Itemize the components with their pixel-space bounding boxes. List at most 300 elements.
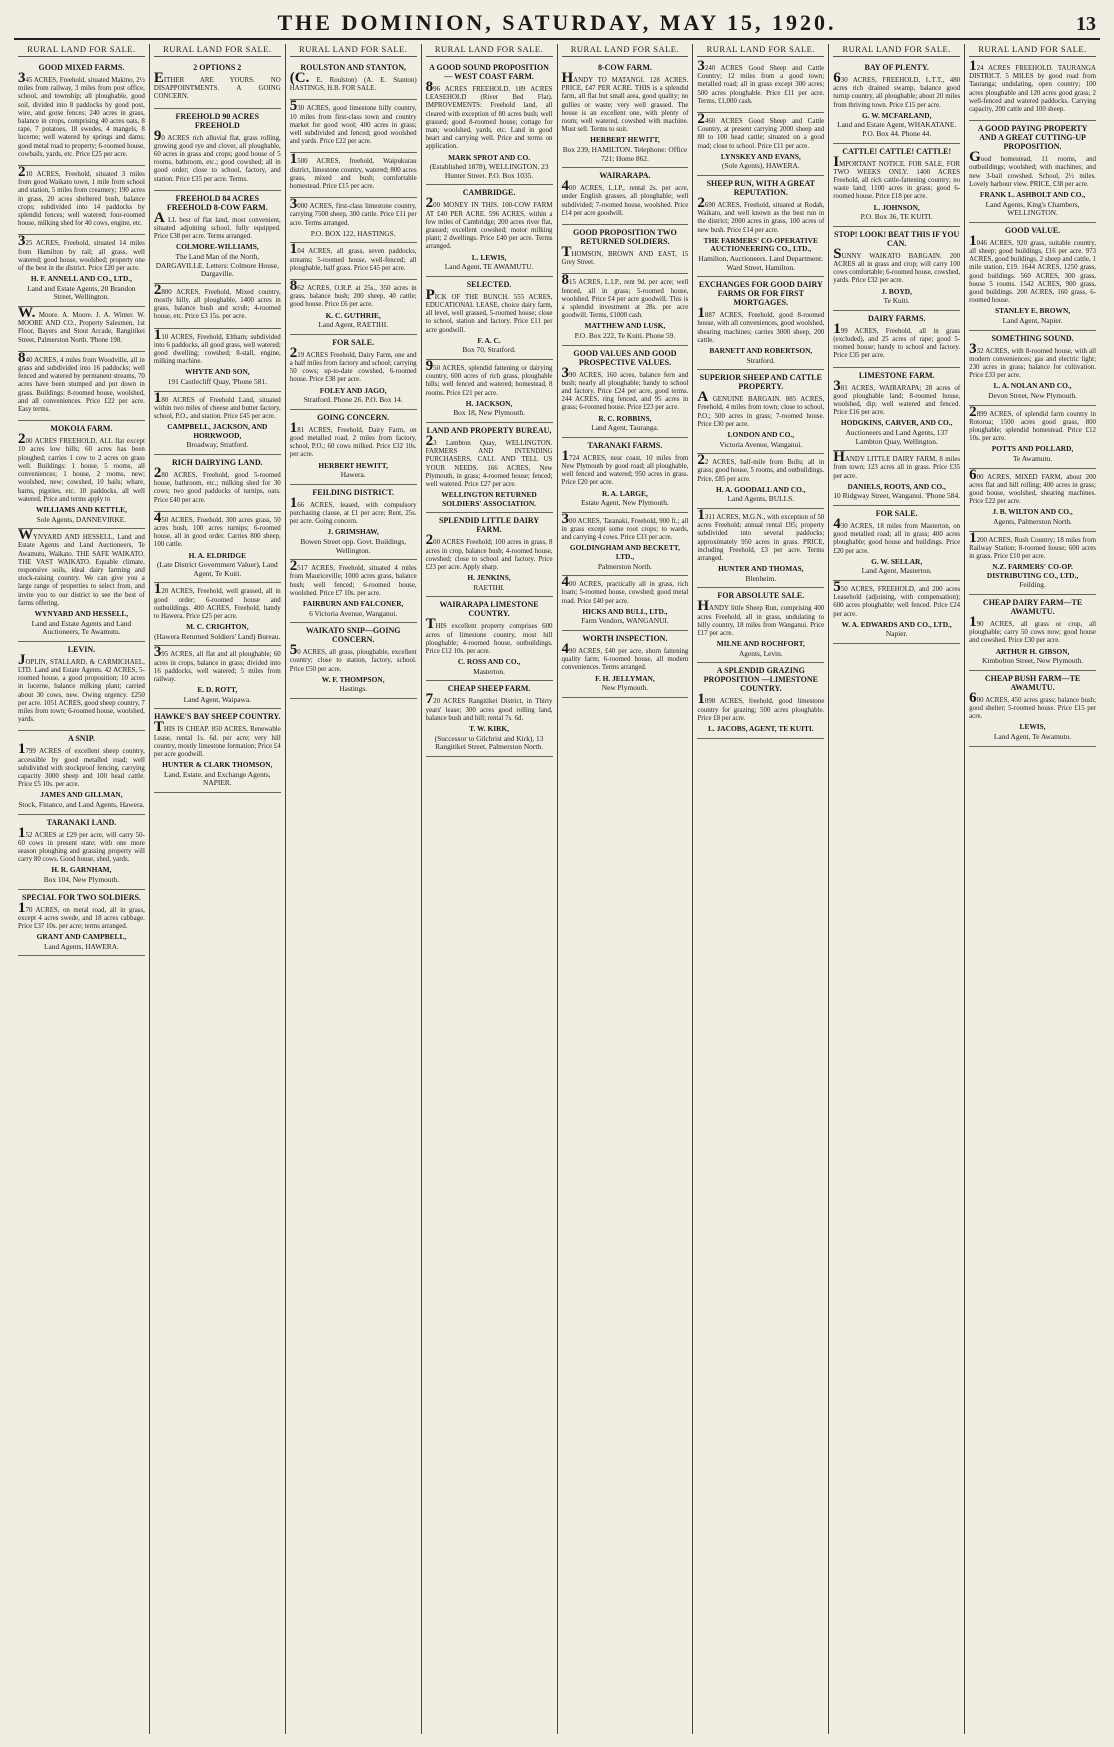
ad-agent: JAMES AND GILLMAN, <box>40 790 123 800</box>
classified-ad <box>18 815 145 890</box>
ad-body: THOMSON, BROWN AND EAST, 15 Grey Street. <box>561 244 689 267</box>
ad-title: RICH DAIRYING LAND. <box>172 458 263 468</box>
ad-agent: R. A. LARGE, <box>602 488 648 498</box>
ad-agent: K. C. GUTHRIE, <box>325 310 381 320</box>
classified-ad <box>18 890 145 957</box>
ad-title: WAIKATO SNIP—GOING CONCERN. <box>305 626 401 645</box>
classified-ad <box>18 235 145 307</box>
ad-body: 2690 ACRES, Freehold, situated at Rodah, Waikato, and well known as the best run in the district; 2000 acres in grass, 100 acres of new bush. Price £14 per acre. <box>697 195 825 234</box>
classified-ad <box>18 421 145 529</box>
ad-agent: L. A. NOLAN AND CO., <box>993 381 1072 391</box>
ad-body: 390 ACRES, 160 acres, balance fern and bush; nearly all ploughable; handy to school and factory. Price £24 per acre, good terms. 244 ACRES, ring fenced, and 95 acres in grass; 6-roomed house. Price £23 per acre. <box>561 364 689 412</box>
ad-title: 8-COW FARM. <box>597 63 652 72</box>
ad-agent: F. H. JELLYMAN, <box>595 673 655 683</box>
ad-agent: HUNTER & CLARK THOMSON, <box>162 760 273 770</box>
ad-body: PICK OF THE BUNCH. 555 ACRES, EDUCATIONAL LEASE, choice dairy farm, all level, well grassed, 5-roomed house; close to school, station and factory. Price £11 per acre goodwill. <box>425 286 553 334</box>
ad-address: Stratford. <box>746 355 775 365</box>
classified-ad <box>833 311 960 368</box>
ad-address: Land Agent, Waipawa. <box>183 694 252 704</box>
classified-ad <box>154 60 281 109</box>
ad-body: 210 ACRES, Freehold, situated 3 miles from good Waikato town, 1 mile from school and station, 5 miles from creamery; 190 acres in grass, 20 acres sheltered bush, balance crops; subdivided into 14 paddocks by splendid fences; well watered; four-roomed house, milking shed for 40 cows, engine, etc. <box>18 164 145 228</box>
ad-body: 50 ACRES, all grass, ploughable, excellent country; close to station, factory, school. Price £50 per acre. <box>289 642 417 673</box>
classified-ad <box>562 346 689 438</box>
ad-agent: N.Z. FARMERS' CO-OP. DISTRIBUTING CO., LTD., <box>986 562 1079 580</box>
ad-title: SHEEP RUN, WITH A GREAT REPUTATION. <box>706 179 816 198</box>
ad-agent: HODGKINS, CARVER, AND CO., <box>840 418 953 428</box>
ad-body: 110 ACRES, Freehold, Eltham; subdivided into 6 paddocks, all good grass, well watered; good dwelling; cowshed; 8-stall, engine, milking machine. <box>153 326 281 366</box>
column-header: RURAL LAND FOR SALE. <box>833 44 960 57</box>
ad-body: 3240 ACRES Good Sheep and Cattle Country; 12 miles from a good town; metalled road; all in grass except 300 acres; 500 acres ploughable. Price £11 per acre. Terms, £1,000 cash. <box>697 58 825 105</box>
ad-title: A SNIP. <box>68 734 95 744</box>
ad-body: 2460 ACRES Good Sheep and Cattle Country, at present carrying 2000 sheep and 80 to 100 head cattle; situated on a good road; close to school. Price £11 per acre. <box>697 111 825 150</box>
classified-ad <box>290 335 417 410</box>
ad-title: SPLENDID LITTLE DAIRY FARM. <box>438 516 540 535</box>
classified-ad <box>18 307 145 352</box>
ad-address: Te Awamutu. <box>1013 454 1053 464</box>
ad-title: SPECIAL FOR TWO SOLDIERS. <box>21 892 141 902</box>
ad-title: WAIRARAPA. <box>599 171 651 181</box>
classified-ad <box>153 389 281 455</box>
ad-address: 6 Victoria Avenue, Wanganui. <box>309 608 398 618</box>
ad-body: 152 ACRES at £29 per acre, will carry 50-60 cows in present state; with one more season ploughing and grassing property will carry 80 cows. Good house, shed, yards. <box>18 824 145 864</box>
ad-address: Land Agent, Masterton. <box>861 566 932 576</box>
ad-address: Auctioneers and Land Agents, 137 Lambton Quay, Wellington. <box>845 428 948 446</box>
ad-title: GOING CONCERN. <box>317 412 390 422</box>
ad-body: 1200 ACRES, Rush Country; 18 miles from Railway Station; 8-roomed house; 600 acres in grass. Price £10 per acre. <box>969 529 1096 561</box>
ad-agent: H. JENKINS, <box>467 573 511 583</box>
ad-address: Sole Agents, DANNEVIRKE. <box>36 514 127 524</box>
ad-agent: LYNSKEY AND EVANS, <box>720 151 801 161</box>
column-header: RURAL LAND FOR SALE. <box>18 44 145 57</box>
classified-ad <box>561 510 689 576</box>
ad-body: 199 ACRES, Freehold, all in grass (excluded), and 25 acres of rape; good 5-roomed house; handy to school and factory. Price £35 per acre. <box>833 320 961 360</box>
classified-ad <box>154 583 281 646</box>
classified-ad <box>18 60 145 166</box>
classified-ad <box>833 227 960 311</box>
ad-address: Box 18, New Plymouth. <box>453 408 525 418</box>
page-number: 13 <box>1076 13 1096 35</box>
ad-agent: MARK SPROT AND CO. <box>448 152 531 162</box>
ad-agent: FAIRBURN AND FALCONER, <box>302 599 404 609</box>
ad-address: Land Agents, BULLS. <box>727 494 795 504</box>
ad-title: TARANAKI FARMS. <box>587 440 663 450</box>
ad-title: LAND AND PROPERTY BUREAU, <box>426 426 552 436</box>
ad-body: 120 ACRES, Freehold, well grassed, all in good order; 6-roomed house and outbuildings. 400 ACRES, Freehold, handy to Hawera. Price £25 per acre. <box>153 581 281 621</box>
classified-ad <box>833 368 960 452</box>
ad-agent: J. BOYD, <box>881 286 912 296</box>
classified-ad <box>426 185 553 276</box>
ad-address: Blenheim. <box>745 573 777 583</box>
ad-address: Te Kuiti. <box>883 296 910 306</box>
classified-ad <box>290 280 417 335</box>
column-7 <box>829 44 965 1734</box>
ad-title: SELECTED. <box>466 279 512 289</box>
ad-title: FOR SALE. <box>332 337 375 347</box>
ad-agent: G. W. MCFARLAND, <box>861 110 932 120</box>
ad-title: SUPERIOR SHEEP AND CATTLE PROPERTY. <box>699 373 822 392</box>
ad-address: 10 Ridgway Street, Wanganui. 'Phone 584. <box>833 491 960 501</box>
ad-body: 2800 ACRES, Freehold, Mixed country, mostly hilly, all ploughable, 1400 acres in grass, balance bush and scrub; 4-roomed house, etc. Price £3 15s. per acre. <box>153 281 281 321</box>
ad-body: 400 ACRES, L.I.P., rental 2s. per acre, under English grasses, all ploughable; well subdivided; 7-roomed house, woolshed. Price £14 per acre goodwill. <box>561 178 689 217</box>
ad-body: 450 ACRES, Freehold, 300 acres grass, 50 acres bush, 100 acres turnips; 6-roomed house, all in good order. Carries 800 sheep, 100 cattle. <box>153 509 281 549</box>
ad-body: 166 ACRES, leased, with compulsory purchasing clause, at £1 per acre; Rent, 25s. per acre. Going concern. <box>289 494 417 526</box>
classified-ad <box>697 454 824 509</box>
ad-address: New Plymouth. <box>601 683 649 693</box>
ad-body: 381 ACRES, WAIRARAPA; 28 acres of good ploughable land; 8-roomed house, woolshed, dip; well watered and fenced. Price £16 per acre. <box>833 377 961 417</box>
ad-body: HANDY LITTLE DAIRY FARM, 8 miles from town; 123 acres all in grass. Price £35 per acre. <box>833 449 961 480</box>
classified-ad <box>697 60 824 113</box>
ad-body: THIS IS CHEAP. 850 ACRES, Renewable Lease, rental 1s. 6d. per acre; very hill country, mostly limestone formation; Price £4 per acre goodwill. <box>153 719 281 759</box>
ad-title: ROULSTON AND STANTON, <box>300 63 406 72</box>
classified-ad <box>969 671 1096 747</box>
ad-title: A GOOD PAYING PROPERTY AND A GREAT CUTTING-UP PROPOSITION. <box>977 124 1088 152</box>
ad-address: Land Agent, Te Awamutu. <box>993 732 1072 742</box>
ad-address: Estate Agent, New Plymouth. <box>581 498 669 508</box>
ad-body: 600 ACRES, 450 acres grass; balance bush; good shelter; 5-roomed house. Price £15 per acre. <box>969 689 1096 721</box>
column-1 <box>14 44 150 1734</box>
ad-body: 1799 ACRES of excellent sheep country, accessible by good metalled road; well subdivided with stockproof fencing, carrying capacity 3000 sheep and 100 head cattle. Price £5 10s. per acre. <box>18 741 145 789</box>
ad-body: HANDY little Sheep Run, comprising 400 acres Freehold, all in grass, undulating to hilly country, 18 miles from Wanganui. Price £17 per acre. <box>697 598 825 638</box>
classified-ad <box>969 331 1096 406</box>
ad-body: 1046 ACRES, 920 grass, suitable country, all sheep; good buildings, £16 per acre. 973 ACRES, good buildings, 2 sheep and cattle, 1 mile station, £19. 1644 ACRES, 1250 grass, good buildings. 560 ACRES, 300 grass, house 5 rooms. 1542 ACRES, 900 grass, good buildings. 200 ACRES, 160 grass, 6-roomed house. <box>969 232 1096 305</box>
ad-body: 815 ACRES, L.I.P., rent 9d. per acre; well fenced, all in grass; 5-roomed house, woolshed. Price £4 per acre goodwill. This is a splendid investment at 28s. per acre goodwill. Terms, £1000 cash. <box>561 272 689 320</box>
ad-address: Land and Estate Agent, WHAKATANE. P.O. Box 44. Phone 44. <box>837 120 957 138</box>
ad-agent: W. F. THOMPSON, <box>321 674 385 684</box>
ad-title: FREEHOLD 84 ACRES FREEHOLD 8-COW FARM. <box>166 193 268 212</box>
ad-body: EITHER ARE YOURS. NO DISAPPOINTMENTS. A GOING CONCERN. <box>153 70 281 101</box>
ad-address: P.O. Box 222, Te Kuiti. Phone 59. <box>574 331 676 341</box>
ad-address: 191 Castlecliff Quay, 'Phone 581. <box>167 377 267 387</box>
ad-address: Land Agent, TE AWAMUTU. <box>444 262 534 272</box>
classified-ad <box>153 326 281 392</box>
ad-address: Land Agent, Tauranga. <box>591 423 659 433</box>
classified-ad <box>562 631 689 698</box>
ad-title: STOP! LOOK! BEAT THIS IF YOU CAN. <box>834 229 960 248</box>
classified-ad <box>426 681 553 756</box>
ad-body: 490 ACRES, £40 per acre, shorn fattening quality farm; 6-roomed house, all modern conveniences. Terms arranged. <box>561 641 689 672</box>
classified-ad <box>833 581 960 644</box>
ad-title: GOOD MIXED FARMS. <box>38 63 125 72</box>
ad-address: Stratford. Phone 26. P.O. Box 14. <box>303 395 403 405</box>
classified-ad <box>969 529 1096 595</box>
ad-address: Agents, Levin. <box>738 648 783 658</box>
ad-body: 345 ACRES, Freehold, situated Makino, 2½ miles from railway, 3 miles from post office, school, and township; all ploughable, good soil, divided into 8 paddocks by good post, wire, and gorse fences; 240 acres in grass, balance in crops, comprising 40 acres oats, 8 rape, 7 potatoes, 18 swedes, 4 mangels, 8 lucerne; well watered by springs and dams; good metal road to property; 6-roomed house, cowbails, yards, etc. Price £25 per acre. <box>18 70 145 158</box>
ad-agent: MATTHEW AND LUSK, <box>584 321 666 331</box>
ad-agent: STANLEY E. BROWN, <box>994 306 1071 316</box>
classified-ad <box>154 455 281 512</box>
column-3 <box>286 44 422 1734</box>
ad-address: (Sole Agents), HAWERA. <box>721 161 800 171</box>
ad-title: MOKOIA FARM. <box>50 424 113 434</box>
ad-agent: LEWIS, <box>1019 722 1046 732</box>
ad-agent: L. LEWIS, <box>471 252 507 262</box>
classified-ad <box>833 144 960 227</box>
ad-address: Broadway, Stratford. <box>186 440 249 450</box>
ad-title: FOR SALE. <box>875 509 918 518</box>
ad-body: 862 ACRES, O.R.P. at 25s., 350 acres in grass, balance bush; 200 sheep, 40 cattle; good house. Price £6 per acre. <box>289 278 417 309</box>
ad-agent: F. A. C. <box>477 335 501 345</box>
classified-ad <box>290 623 417 699</box>
ad-agent: WYNYARD AND HESSELL, <box>34 608 129 618</box>
ad-body: 280 ACRES, Freehold, good 5-roomed house, bathroom, etc.; milking shed for 30 cows; two good paddocks of turnips, oats. Price £40 per acre. <box>153 465 281 504</box>
ad-body: WYNYARD AND HESSELL, Land and Estate Agents and Land Auctioneers, Te Awamutu, Waikato. THE SAFE WAIKATO. THE VAST WAIKATO. Equable climate, responsive soils, ideal dairy farming and stock-raising country. We can give you a large range of properties to select from, and invite you to our district to see the best of farms offering. <box>18 527 145 607</box>
classified-ad <box>426 277 553 360</box>
column-header: RURAL LAND FOR SALE. <box>154 44 281 57</box>
ad-body: 896 ACRES FREEHOLD, 189 ACRES LEASEHOLD (River Bed Flat). IMPROVEMENTS: Freehold land, all cleared with exception of 80 acres bush; well grassed; good 8-roomed house; cottage for man; woolshed, yards, etc. Land in good heart and carrying well. Price and terms on application. <box>425 79 553 151</box>
classified-ad <box>562 168 689 225</box>
ad-agent: H. JACKSON, <box>465 398 513 408</box>
classified-ad <box>697 663 824 738</box>
ad-address: P.O. BOX 122, HASTINGS. <box>310 228 396 238</box>
ad-title: DAIRY FARMS. <box>867 313 926 323</box>
ad-body: 530 ACRES, good limestone hilly country, 10 miles from first-class town and country market for good wool; 400 acres in grass; well subdivided and fenced; good woolshed and yards. Price £22 per acre. <box>289 98 417 146</box>
masthead <box>14 10 1100 40</box>
ad-agent: COLMORE-WILLIAMS, <box>175 242 259 252</box>
ad-address: Hastings. <box>339 684 368 694</box>
ad-address: Land Agent, Napier. <box>1002 316 1063 326</box>
ad-agent: J. B. WILTON AND CO., <box>992 507 1073 517</box>
column-2 <box>150 44 286 1734</box>
ad-address: Masterton. <box>473 666 505 676</box>
ad-title: BAY OF PLENTY. <box>864 63 929 72</box>
ad-title: CHEAP DAIRY FARM—TE AWAMUTU. <box>982 598 1083 617</box>
ad-body: 600 ACRES, MIXED FARM, about 200 acres flat and hill rolling; 400 acres in grass; good house, woolshed, shearing machines. Price £22 per acre. <box>969 466 1096 506</box>
ad-address: Napier. <box>885 629 908 639</box>
ad-agent: L. JACOBS, AGENT, TE KUITI. <box>707 724 814 734</box>
classified-ad <box>969 223 1096 331</box>
ad-body: 950 ACRES, splendid fattening or dairying country, 600 acres of rich grass, ploughable hills; well fenced and watered; homestead, 8 rooms. Price £21 per acre. <box>425 358 553 397</box>
classified-ad <box>562 274 689 345</box>
ad-address: Land, Estate, and Exchange Agents, NAPIER. <box>164 769 271 788</box>
ad-title: LIMESTONE FARM. <box>858 370 935 380</box>
classified-ad <box>153 281 281 329</box>
ad-body: IMPORTANT NOTICE. FOR SALE, FOR TWO WEEKS ONLY. 1400 ACRES Freehold, all rich cattle-fattening country; no waste land; 1100 acres in grass; good 6-roomed house. Price £18 per acre. <box>833 153 961 201</box>
ad-body: 325 ACRES, Freehold, situated 14 miles from Hamilton by rail; all grass, well watered; good house, woolshed; property one of the best in the district. Price £20 per acre. <box>18 233 145 273</box>
ad-body: 200 ACRES FREEHOLD, ALL flat except 10 acres low hills; 60 acres has been ploughed; carries 1 cow to 2 acres on grass well. Buildings: 1 house, 5 rooms, all conveniences; 1 house, 2 rooms, new; woolshed, new; cowshed, 10 bails; whare, barns, pigsties, etc. 10 paddocks, all well watered. Price and terms apply to <box>18 431 145 503</box>
ad-body: 181 ACRES, Freehold, Dairy Farm, on good metalled road, 2 miles from factory, school, P.O.; 60 cows milked. Price £32 10s. per acre. <box>289 419 417 459</box>
ad-body: (C. E. Roulston) (A. E. Stanton) HASTINGS, H.B. FOR SALE. <box>289 70 417 93</box>
ad-agent: R. C. ROBBINS, <box>598 413 652 423</box>
ad-address: P.O. Box 36, TE KUITI. <box>860 212 933 222</box>
classified-ad <box>426 60 553 185</box>
ad-address: (Established 1878), WELLINGTON. 23 Hunter Street. P.O. Box 1035. <box>429 162 549 180</box>
masthead-title: THE DOMINION, SATURDAY, MAY 15, 1920. <box>277 10 837 35</box>
classified-ad <box>697 370 824 454</box>
ad-address: Land and Estate Agents, 20 Brandon Street, Wellington. <box>27 283 136 302</box>
ad-body: 1887 ACRES, Freehold, good 8-roomed house, with all conveniences, good woolshed, shearing machines; carries 3000 sheep, 200 cattle. <box>697 305 825 344</box>
ad-body: 104 ACRES, all grass, seven paddocks, streams; 5-roomed house, well-fenced; all ploughable, half grass. Price £45 per acre. <box>289 241 417 272</box>
ad-title: WAIRARAPA LIMESTONE COUNTRY. <box>439 600 539 619</box>
ad-title: LEVIN. <box>67 644 96 654</box>
ad-body: JOPLIN, STALLARD, & CARMICHAEL, LTD. Land and Estate Agents. 42 ACRES, 5-roomed house, a good proposition; 10 acres in lucerne, balance milking plant; carried about 30 cows, new. Owing urgency. £250 per acre. 1051 ACRES, good sheep country, 7 miles from town; 6-roomed house, woolshed, yards. <box>18 651 145 724</box>
ad-body: 1500 ACRES, freehold, Waipukurau district, limestone country, watered; 800 acres grass, mixed and bush; comfortable homestead. Price £15 per acre. <box>289 151 417 191</box>
ad-title: SOMETHING SOUND. <box>991 333 1074 343</box>
ad-body: 400 ACRES, practically all in grass, rich loam; 5-roomed house, cowshed; good metal road. Price £40 per acre. <box>561 574 689 605</box>
ad-agent: H. F. ANNELL AND CO., LTD., <box>30 274 132 284</box>
column-header: RURAL LAND FOR SALE. <box>562 44 689 57</box>
ad-body: 124 ACRES FREEHOLD. TAURANGA DISTRICT. 5 MILES by good road from Tauranga; undulating, open country; 100 acres ploughable and 120 acres good grass; 2 well-fenced and watered paddocks. Carrying capacity, 200 cattle and 100 sheep. <box>969 58 1096 114</box>
ad-title: A SPLENDID GRAZING PROPOSITION —LIMESTONE COUNTRY. <box>703 666 818 694</box>
column-header: RURAL LAND FOR SALE. <box>697 44 824 57</box>
ad-address: Hawera. <box>340 470 366 480</box>
column-5 <box>558 44 694 1734</box>
ad-agent: G. W. SELLAR, <box>871 556 923 566</box>
ad-agent: L. JOHNSON, <box>873 202 920 212</box>
ad-address: Farm Vendors, WANGANUI. <box>581 616 669 626</box>
ad-body: 430 ACRES, 18 miles from Masterton, on good metalled road; all in grass; 400 acres ploughable; good house and buildings. Price £20 per acre. <box>833 516 961 555</box>
ad-agent: HERBERT HEWITT, <box>318 460 389 470</box>
ad-agent: LONDON AND CO., <box>727 430 795 440</box>
ad-address: (Successor to Gilchrist and Kirk), 13 Rangitikei Street, Palmerston North. <box>434 733 544 752</box>
classified-ad <box>562 60 689 168</box>
classified-ad <box>697 509 824 588</box>
column-6 <box>693 44 829 1734</box>
column-header: RURAL LAND FOR SALE. <box>426 44 553 57</box>
classified-ad <box>969 60 1096 121</box>
classified-ad <box>290 485 417 560</box>
ad-agent: H. A. ELDRIDGE <box>188 550 247 560</box>
ad-body: 1311 ACRES, M.G.N., with exception of 50 acres Freehold; annual rental £95; property subdivided into several paddocks; approximately 950 acres in grass. PRICE, including Freehold, £3 per acre. Terms arranged. <box>697 507 825 563</box>
classified-ad <box>833 60 960 144</box>
ad-body: SUNNY WAIKATO BARGAIN. 200 ACRES all in grass and crop; will carry 100 cows comfortable; 6-roomed house, cowshed, yards. Price £32 per acre. <box>833 245 961 285</box>
ad-body: Good homestead, 11 rooms, and outbuildings; woolshed; with machines; and new 3-bail cowshed. School, 2½ miles. Lovely harbour view. PRICE, £38 per acre. <box>969 149 1096 188</box>
ad-address: Land and Estate Agents and Land Auctioneers, Te Awamutu. <box>31 618 132 637</box>
ad-body: 3000 ACRES, first-class limestone country, carrying 7500 sheep, 300 cattle. Price £11 per acre. Terms arranged. <box>289 196 417 227</box>
ad-body: 1724 ACRES, near coast, 10 miles from New Plymouth by good road; all ploughable, well fenced and watered; 950 acres in grass. Price £20 per acre. <box>561 447 689 487</box>
ad-body: 170 ACRES, on metal road, all in grass, except 4 acres swede, and 18 acres cabbage. Price £37 10s. per acre; terms arranged. <box>18 899 145 930</box>
ad-agent: HICKS AND BULL, LTD., <box>582 606 668 616</box>
classified-ad <box>426 423 553 513</box>
ad-body: W. Moore. A. Moore. J. A. Winter. W. MOORE AND CO., Property Salesmen, 1st Floor, Bayers and Stout Arcade, Rangitikei Street, Palmerston North. 'Phone 198. <box>18 305 145 344</box>
ad-agent: H. A. GOODALL AND CO., <box>716 484 806 494</box>
ad-title: CHEAP BUSH FARM—TE AWAMUTU. <box>984 673 1081 692</box>
ad-body: 630 ACRES, FREEHOLD, L.T.T., 480 acres rich drained swamp, balance good turnip country, all ploughable; about 20 miles from thriving town. Price £15 per acre. <box>833 70 961 109</box>
ad-address: Box 239, HAMILTON. Telephone: Office 721; Home 862. <box>562 145 688 163</box>
ad-address: Devon Street, New Plymouth. <box>988 391 1077 401</box>
ad-agent: T. W. KIRK, <box>469 724 510 734</box>
ad-address: Land Agent, RAETIHI. <box>318 320 389 330</box>
ad-title: FEILDING DISTRICT. <box>312 487 395 497</box>
ad-title: FOR ABSOLUTE SALE. <box>717 591 805 601</box>
ad-title: GOOD VALUE. <box>1004 225 1061 235</box>
column-8 <box>965 44 1100 1734</box>
classified-ad <box>153 509 281 584</box>
ad-agent: HERBERT HEWITT, <box>590 135 660 145</box>
ad-title: GOOD VALUES AND GOOD PROSPECTIVE VALUES. <box>573 348 677 367</box>
classified-ad <box>426 597 553 681</box>
classified-ad <box>290 243 417 280</box>
ad-body: 840 ACRES, 4 miles from Woodville, all in grass and subdivided into 16 paddocks; well fenced and watered by permanent streams, 70 acres have been stumped and put down in grass. Buildings: 8-roomed house, woolshed, and all conveniences. Price £22 per acre. Easy terms. <box>18 349 145 414</box>
ad-body: A GENUINE BARGAIN. 885 ACRES, Freehold, 4 miles from town; close to school, P.O.; 500 acres in grass; 7-roomed house. Price £30 per acre. <box>697 389 825 428</box>
ad-address: The Land Man of the North, DARGAVILLE. Letters: Colmore House, Dargaville. <box>155 252 279 279</box>
ad-body: 332 ACRES, with 8-roomed house, with all modern conveniences; gas and electric light; 230 acres in grass; balance for cultivation. Price £33 per acre. <box>969 340 1096 380</box>
ad-address: Kimbolton Street, New Plymouth. <box>981 656 1084 666</box>
ad-agent: MILNE AND ROCHFORT, <box>716 639 805 649</box>
ad-agent: FOLEY AND JAGO, <box>319 385 387 395</box>
ad-agent: GRANT AND CAMPBELL, <box>36 932 127 942</box>
ad-agent: WHYTE AND SON, <box>184 367 250 377</box>
ad-body: 200 ACRES Freehold; 100 acres in grass, 8 acres in crop, balance bush; 4-roomed house, cowshed; close to school and factory. Price £23 per acre. Apply sharp. <box>425 532 553 572</box>
ad-body: 1098 ACRES, freehold, good limestone country for grazing; 500 acres ploughable. Price £8 per acre. <box>697 691 825 722</box>
classified-ad <box>562 225 689 274</box>
classified-ad <box>562 438 689 513</box>
ad-agent: E. D. ROTT, <box>197 685 238 695</box>
ad-title: GOOD PROPOSITION TWO RETURNED SOLDIERS. <box>573 228 677 247</box>
ad-title: 2 OPTIONS 2 <box>193 63 242 72</box>
ad-body: 22 ACRES, half-mile from Bulls; all in grass; good house, 5 rooms, and outbuildings. Price, £85 per acre. <box>697 452 825 483</box>
ad-address: Bowen Street opp. Govt. Buildings, Wellington. <box>300 537 407 555</box>
column-header: RURAL LAND FOR SALE. <box>290 44 417 57</box>
classified-ad <box>697 277 824 370</box>
classified-ad <box>290 410 417 485</box>
ad-address: Hamilton, Auctioneers. Land Department: Ward Street, Hamilton. <box>698 254 824 272</box>
ad-body: 90 ACRES rich alluvial flat, grass rolling, growing good rye and clover, all ploughable, 60 acres in grass and crops; good house of 5 rooms, bathroom, etc.; good cowshed; all in good order; close to school, factory, and station. Price £35 per acre. Terms. <box>153 127 281 183</box>
ad-title: EXCHANGES FOR GOOD DAIRY FARMS OR FOR FIRST MORTGAGES. <box>698 280 823 308</box>
ad-address: Land Agents, King's Chambers, WELLINGTON. <box>985 199 1080 218</box>
ad-address: Agents, Palmerston North. <box>993 517 1072 527</box>
ad-body: 23 Lambton Quay, WELLINGTON. FARMERS AND INTENDING PURCHASERS, CALL AND TELL US YOUR NEEDS. 166 ACRES, New Plymouth, in grass; 4-roomed house; fenced; well watered. Price £27 per acre. <box>425 433 553 489</box>
ad-body: 2517 ACRES, Freehold, situated 4 miles from Mauriceville; 1000 acres grass, balance bush; well fenced; 6-roomed house, woolshed. Price £7 10s. per acre. <box>289 558 417 597</box>
classified-ad <box>18 529 145 642</box>
classified-ad <box>18 642 145 732</box>
classified-ad <box>969 403 1096 469</box>
classified-ad <box>697 113 824 176</box>
classified-ad <box>697 176 824 277</box>
classified-ad <box>833 506 960 581</box>
classified-ad <box>290 560 417 623</box>
classified-columns <box>14 44 1100 1734</box>
ad-body: 200 MONEY IN THIS. 100-COW FARM AT £40 PER ACRE. 596 ACRES, within a few miles of Cambridge; 200 acres river flat, grassed; excellent cowshed; motor milking plant; 2 dwellings. Price £40 per acre. Terms arranged. <box>425 195 553 251</box>
ad-agent: DANIELS, ROOTS, AND CO., <box>847 481 946 491</box>
classified-ad <box>154 646 281 709</box>
ad-address: Victoria Avenue, Wanganui. <box>719 439 803 449</box>
classified-ad <box>154 191 281 284</box>
classified-ad <box>18 166 145 235</box>
ad-agent: WILLIAMS AND KETTLE, <box>35 504 127 514</box>
ad-title: CHEAP SHEEP FARM. <box>447 684 531 694</box>
ad-body: HANDY TO MATANGI. 128 ACRES. PRICE, £47 PER ACRE. THIS is a splendid farm, all flat but small area, good quality; no gullies or waste; very well grassed. The house is an excellent one, with plenty of room; well watered, cowshed with machine. Must sell. Terms to suit. <box>561 70 689 134</box>
ad-title: A GOOD SOUND PROPOSITION— WEST COAST FARM. <box>429 63 549 81</box>
ad-body: THIS excellent property comprises 600 acres of limestone country, most hill ploughable; 4-roomed house, outbuildings. Price £12 10s. per acre. <box>425 616 553 656</box>
ad-title: FREEHOLD 90 ACRES FREEHOLD <box>175 111 260 130</box>
ad-title: CAMBRIDGE. <box>462 188 516 198</box>
ad-agent: CAMPBELL, JACKSON, AND HORRWOOD, <box>167 422 268 440</box>
ad-agent: HUNTER AND THOMAS, <box>718 564 804 574</box>
ad-body: 550 ACRES, FREEHOLD, and 200 acres Leasehold (adjoining, with compensation); 600 acres ploughable; well fenced. Price £24 per acre. <box>833 579 961 618</box>
classified-ad <box>969 595 1096 671</box>
classified-ad <box>562 576 689 631</box>
classified-ad <box>697 588 824 663</box>
ad-title: HAWKE'S BAY SHEEP COUNTRY. <box>154 712 281 722</box>
ad-address: Box 104, New Plymouth. <box>43 874 120 884</box>
classified-ad <box>969 121 1096 223</box>
ad-address: (Late District Government Valuer), Land Agent, Te Kuiti. <box>156 560 278 578</box>
ad-address: Palmerston North. <box>597 561 653 571</box>
classified-ad <box>290 198 417 243</box>
classified-ad <box>18 349 145 421</box>
ad-title: TARANAKI LAND. <box>46 817 117 827</box>
ad-agent: J. GRIMSHAW, <box>327 527 379 537</box>
ad-body: 190 ACRES, all grass or crop, all ploughable; carry 50 cows now; good house and cowshed. Price £30 per acre. <box>969 614 1096 645</box>
column-4 <box>422 44 558 1734</box>
ad-body: 300 ACRES, Taranaki, Freehold, 900 ft.; all in grass except some root crops; to wards, and carrying 4 cows. Price £33 per acre. <box>561 510 689 542</box>
classified-ad <box>290 60 417 100</box>
ad-agent: THE FARMERS' CO-OPERATIVE AUCTIONEERING CO., LTD., <box>703 235 818 254</box>
ad-address: RAETIHI. <box>473 582 505 592</box>
ad-address: Stock, Finance, and Land Agents, Hawera. <box>18 799 145 809</box>
ad-agent: W. A. EDWARDS AND CO., LTD., <box>841 619 952 629</box>
ad-address: (Hawera Returned Soldiers' Land) Bureau. <box>154 631 281 641</box>
